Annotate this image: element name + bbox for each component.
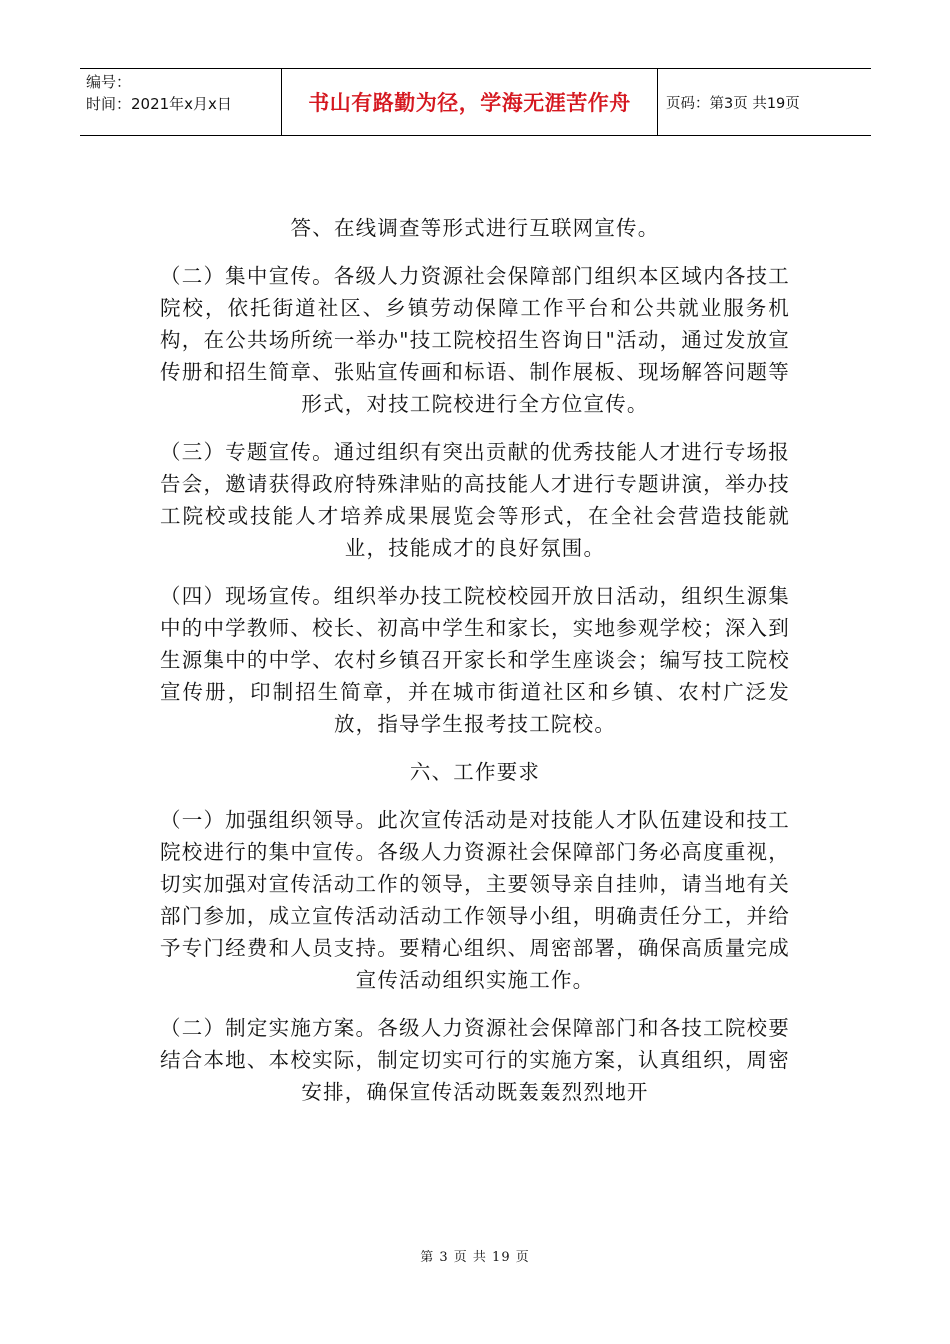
page-footer: 第 3 页 共 19 页 — [420, 1250, 530, 1265]
header-page-info: 页码：第3页 共19页 — [666, 95, 800, 112]
paragraph-continuation: 答、在线调查等形式进行互联网宣传。 — [290, 216, 660, 240]
header-meta — [80, 69, 282, 135]
header-motto: 书山有路勤为径，学海无涯苦作舟 — [282, 69, 658, 135]
paragraph-onsite-publicity: （四）现场宣传。组织举办技工院校校园开放日活动，组织生源集中的中学教师、校长、初高中学生和家长，实地参观学校；深入到生源集中的中学、农村乡镇召开家长和学生座谈会；编写技工院校宣传册，印制招生简章，并在城市街道社区和乡镇、农村广泛发放，指导学生报考技工院校。 — [160, 584, 790, 736]
page-header — [80, 68, 871, 136]
paragraph-special-publicity: （三）专题宣传。通过组织有突出贡献的优秀技能人才进行专场报告会，邀请获得政府特殊津贴的高技能人才进行专题讲演，举办技工院校或技能人才培养成果展览会等形式，在全社会营造技能就业，技能成才的良好氛围。 — [160, 440, 790, 560]
paragraph-implementation-plan: （二）制定实施方案。各级人力资源社会保障部门和各技工院校要结合本地、本校实际，制定切实可行的实施方案，认真组织，周密安排，确保宣传活动既轰轰烈烈地开 — [160, 1016, 790, 1104]
document-number-label: 编号： — [86, 73, 132, 91]
document-body — [160, 212, 790, 1124]
document-date: 时间：2021年x月x日 — [86, 95, 232, 113]
paragraph-organization-leadership: （一）加强组织领导。此次宣传活动是对技能人才队伍建设和技工院校进行的集中宣传。各级人力资源社会保障部门务必高度重视，切实加强对宣传活动工作的领导，主要领导亲自挂帅，请当地有关部门参加，成立宣传活动活动工作领导小组，明确责任分工，并给予专门经费和人员支持。要精心组织、周密部署，确保高质量完成宣传活动组织实施工作。 — [160, 808, 790, 992]
paragraph-centralized-publicity: （二）集中宣传。各级人力资源社会保障部门组织本区域内各技工院校，依托街道社区、乡镇劳动保障工作平台和公共就业服务机构，在公共场所统一举办"技工院校招生咨询日"活动，通过发放宣传册和招生简章、张贴宣传画和标语、制作展板、现场解答问题等形式，对技工院校进行全方位宣传。 — [160, 264, 790, 416]
section-heading-work-requirements: 六、工作要求 — [409, 760, 541, 784]
